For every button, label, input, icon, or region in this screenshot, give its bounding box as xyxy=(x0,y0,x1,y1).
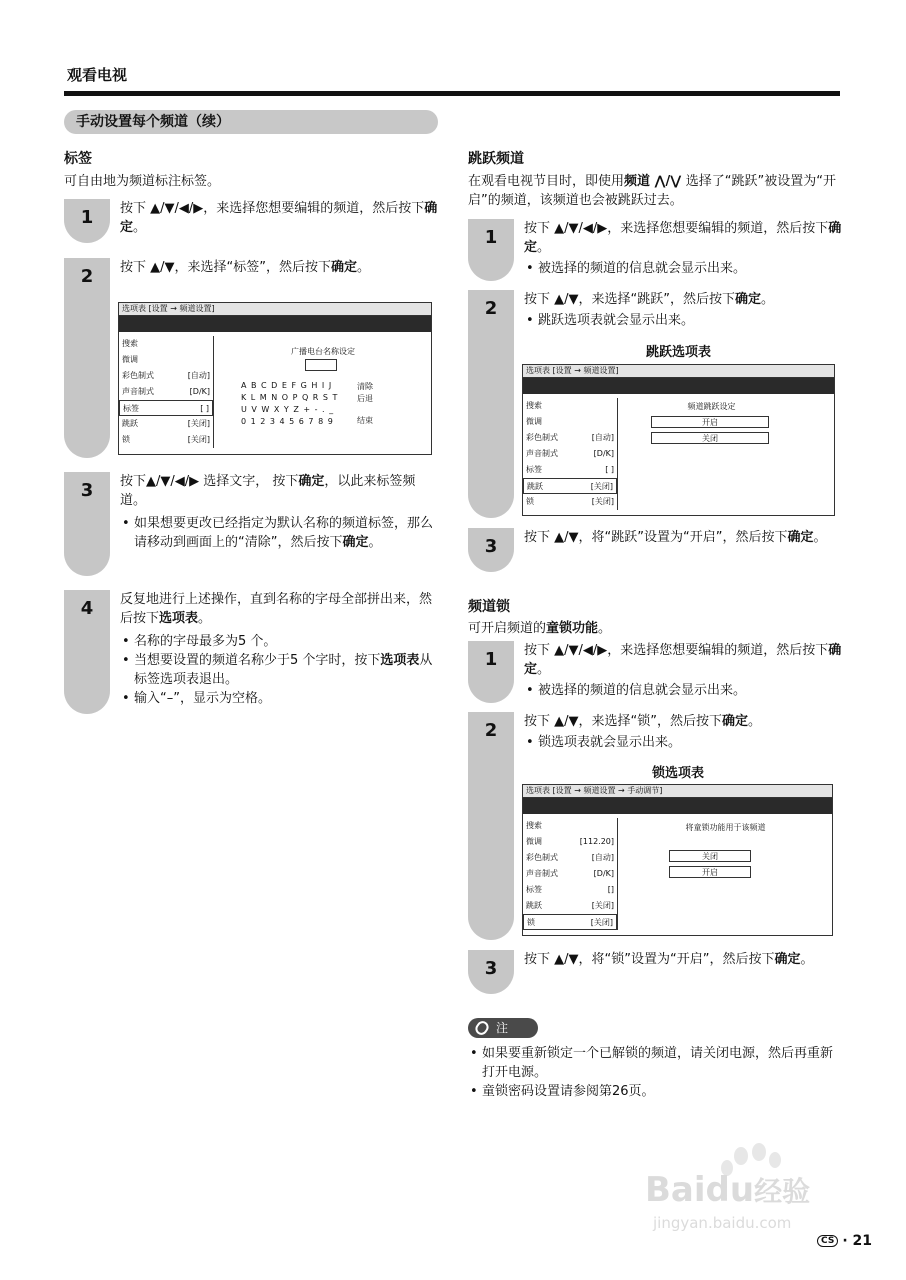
step-number: 2 xyxy=(80,266,94,287)
step-number: 1 xyxy=(484,649,498,670)
menu-header-bar xyxy=(119,316,431,332)
note-label: 注 xyxy=(468,1018,538,1038)
menu-breadcrumb: 选项表 [设置 → 频道设置 → 手动调节] xyxy=(523,785,832,798)
cs-badge: CS xyxy=(817,1235,838,1247)
page-number: CS · 21 xyxy=(817,1233,872,1249)
menu-item[interactable]: 彩色制式 [自动] xyxy=(526,853,614,862)
menu-item[interactable]: 跳跃 [关闭] xyxy=(526,901,614,910)
watermark-url: jingyan.baidu.com xyxy=(653,1214,792,1232)
section-title: 手动设置每个频道（续） xyxy=(64,110,438,134)
step-text: 按下▲/▼/◀/▶ 选择文字， 按下确定，以此来标签频道。 • 如果想要更改已经指定为默认名称的频道标签，那么请移动到画面上的“清除”，然后按下确定。 xyxy=(120,472,440,552)
skip-on-option[interactable]: 开启 xyxy=(651,416,769,428)
clear-action[interactable]: 清除 xyxy=(357,382,373,391)
menu-item[interactable]: 彩色制式 [自动] xyxy=(122,371,210,380)
menu-breadcrumb: 选项表 [设置 → 频道设置] xyxy=(119,303,431,316)
lock-setting-panel xyxy=(619,818,832,935)
step-number-tab xyxy=(64,472,110,576)
char-row[interactable]: U V W X Y Z + - . _ xyxy=(241,405,335,414)
label-step-4 xyxy=(64,590,440,714)
note-list xyxy=(468,1044,844,1101)
menu-item[interactable]: 声音制式 [D/K] xyxy=(122,387,210,396)
menu-item[interactable]: 锁 [关闭] xyxy=(526,497,614,506)
step-text: 按下 ▲/▼，来选择“跳跃”，然后按下确定。 • 跳跃选项表就会显示出来。 xyxy=(524,290,844,330)
step-number: 1 xyxy=(484,227,498,248)
menu-item[interactable]: 搜索 xyxy=(122,339,138,348)
menu-item[interactable]: 搜索 xyxy=(526,401,542,410)
lock-table-title: 锁选项表 xyxy=(652,766,705,781)
label-section-title: 标签 xyxy=(64,151,92,167)
step-text: 按下 ▲/▼/◀/▶，来选择您想要编辑的频道，然后按下确定。 • 被选择的频道的信息就会显示出来。 xyxy=(524,219,844,278)
skip-section-title: 跳跃频道 xyxy=(468,151,524,167)
watermark-brand: Baidu经验 xyxy=(645,1170,811,1210)
end-action[interactable]: 结束 xyxy=(357,416,373,425)
menu-breadcrumb: 选项表 [设置 → 频道设置] xyxy=(523,365,834,378)
step-bullet: • 如果想要更改已经指定为默认名称的频道标签，那么请移动到画面上的“清除”，然后按下确定。 xyxy=(120,514,440,552)
label-step-1 xyxy=(64,199,440,243)
char-row[interactable]: 0 1 2 3 4 5 6 7 8 9 xyxy=(241,417,334,426)
skip-off-option[interactable]: 关闭 xyxy=(651,432,769,444)
step-number: 2 xyxy=(484,720,498,741)
paperclip-icon xyxy=(473,1019,491,1037)
step-number-tab xyxy=(468,712,514,940)
name-input-box[interactable] xyxy=(305,359,337,371)
menu-list xyxy=(523,398,618,510)
lock-menu-screen xyxy=(522,784,833,936)
step-number-tab xyxy=(468,290,514,518)
step-text: 按下 ▲/▼/◀/▶，来选择您想要编辑的频道，然后按下确定。 • 被选择的频道的信息就会显示出来。 xyxy=(524,641,844,700)
menu-item[interactable]: 声音制式 [D/K] xyxy=(526,869,614,878)
menu-item[interactable]: 彩色制式 [自动] xyxy=(526,433,614,442)
step-text: 按下 ▲/▼，来选择“标签”，然后按下确定。 xyxy=(120,260,371,275)
step-number-tab xyxy=(64,590,110,714)
step-number-tab xyxy=(64,199,110,243)
skip-setting-panel xyxy=(619,398,834,515)
step-text: 反复地进行上述操作，直到名称的字母全部拼出来，然后按下选项表。 • 名称的字母最多为5 个。 • 当想要设置的频道名称少于5 个字时，按下选项表从标签选项表退出。 • 输入“–”，显示为空格。 xyxy=(120,590,440,708)
page-header-title: 观看电视 xyxy=(67,66,128,84)
step-bullet: • 锁选项表就会显示出来。 xyxy=(524,733,844,752)
panel-title: 频道跳跃设定 xyxy=(687,402,736,411)
step-text: 按下 ▲/▼，来选择“锁”，然后按下确定。 • 锁选项表就会显示出来。 xyxy=(524,712,844,752)
menu-item[interactable]: 标签 [ ] xyxy=(526,465,614,474)
lock-off-option[interactable]: 关闭 xyxy=(669,850,751,862)
skip-menu-screen xyxy=(522,364,835,516)
menu-list xyxy=(523,818,618,930)
step-number-tab xyxy=(468,219,514,281)
menu-item[interactable]: 微调 xyxy=(122,355,138,364)
lock-section-title: 频道锁 xyxy=(468,599,510,615)
step-number-tab xyxy=(64,258,110,458)
menu-item-selected[interactable]: 锁 [关闭] xyxy=(523,914,617,930)
menu-item-selected[interactable]: 标签 [ ] xyxy=(119,400,213,416)
menu-item[interactable]: 标签 [] xyxy=(526,885,614,894)
menu-list xyxy=(119,336,214,448)
lock-on-option[interactable]: 开启 xyxy=(669,866,751,878)
skip-step-1 xyxy=(468,219,844,281)
step-number: 1 xyxy=(80,207,94,228)
lock-step-1 xyxy=(468,641,844,703)
label-section-intro: 可自由地为频道标注标签。 xyxy=(64,174,221,189)
step-number-tab xyxy=(468,641,514,703)
step-number: 4 xyxy=(80,598,94,619)
lock-step-3 xyxy=(468,950,844,994)
note-item: • 如果要重新锁定一个已解锁的频道，请关闭电源，然后再重新打开电源。 xyxy=(468,1044,844,1082)
step-number-tab xyxy=(468,950,514,994)
menu-header-bar xyxy=(523,798,832,814)
step-text: 按下 ▲/▼，将“跳跃”设置为“开启”，然后按下确定。 xyxy=(524,530,827,545)
menu-item[interactable]: 搜索 xyxy=(526,821,542,830)
step-number: 3 xyxy=(484,536,498,557)
char-row[interactable]: A B C D E F G H I J xyxy=(241,381,333,390)
step-text: 按下 ▲/▼，将“锁”设置为“开启”，然后按下确定。 xyxy=(524,952,814,967)
skip-section-intro: 在观看电视节目时，即使用频道 ⋀/⋁ 选择了“跳跃”被设置为“开启”的频道，该频道也会被跳跃过去。 xyxy=(468,174,836,208)
step-bullet: • 被选择的频道的信息就会显示出来。 xyxy=(524,681,844,700)
skip-table-title: 跳跃选项表 xyxy=(646,345,712,360)
menu-item[interactable]: 跳跃 [关闭] xyxy=(122,419,210,428)
char-row[interactable]: K L M N O P Q R S T xyxy=(241,393,339,402)
back-action[interactable]: 后退 xyxy=(357,394,373,403)
step-number: 3 xyxy=(80,480,94,501)
step-bullet: • 名称的字母最多为5 个。 xyxy=(120,632,440,651)
menu-header-bar xyxy=(523,378,834,394)
step-bullet: • 跳跃选项表就会显示出来。 xyxy=(524,311,844,330)
step-number: 2 xyxy=(484,298,498,319)
label-step-3 xyxy=(64,472,440,576)
menu-item[interactable]: 声音制式 [D/K] xyxy=(526,449,614,458)
menu-item-selected[interactable]: 跳跃 [关闭] xyxy=(523,478,617,494)
menu-item[interactable]: 微调 xyxy=(526,417,542,426)
step-number: 3 xyxy=(484,958,498,979)
header-rule xyxy=(64,91,840,96)
step-number-tab xyxy=(468,528,514,572)
panel-title: 将童锁功能用于该频道 xyxy=(685,823,766,832)
step-text: 按下 ▲/▼/◀/▶，来选择您想要编辑的频道，然后按下确定。 xyxy=(120,201,438,235)
baidu-watermark xyxy=(645,1142,855,1237)
step-bullet: • 输入“–”，显示为空格。 xyxy=(120,689,440,708)
name-setting-panel xyxy=(215,336,431,454)
lock-section-intro: 可开启频道的童锁功能。 xyxy=(468,621,612,636)
label-menu-screen xyxy=(118,302,432,455)
skip-step-3 xyxy=(468,528,844,572)
menu-item[interactable]: 微调 [112.20] xyxy=(526,837,614,846)
step-bullet: • 当想要设置的频道名称少于5 个字时，按下选项表从标签选项表退出。 xyxy=(120,651,440,689)
step-bullet: • 被选择的频道的信息就会显示出来。 xyxy=(524,259,844,278)
menu-item[interactable]: 锁 [关闭] xyxy=(122,435,210,444)
panel-title: 广播电台名称设定 xyxy=(291,347,355,356)
note-item: • 童锁密码设置请参阅第26页。 xyxy=(468,1082,844,1101)
